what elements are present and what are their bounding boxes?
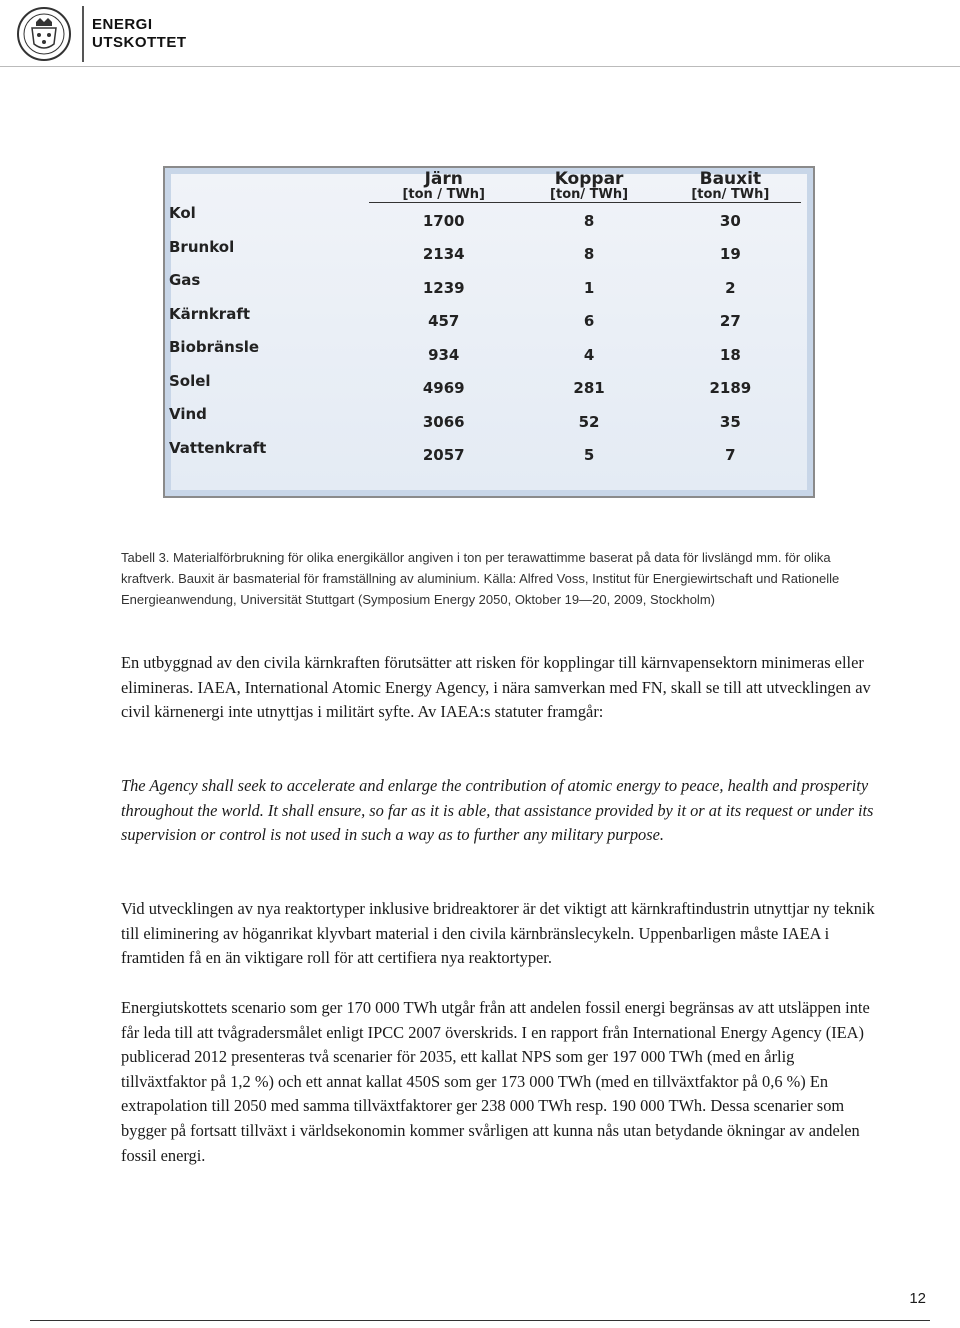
table-cell: 18	[719, 345, 741, 364]
table-cell: 2134	[422, 245, 465, 264]
table-row	[169, 405, 801, 439]
column-unit: [ton/ TWh]	[518, 188, 659, 203]
table-cell: 4	[583, 345, 595, 364]
table-cell: 2	[725, 278, 736, 297]
footer-rule	[30, 1320, 930, 1321]
org-line-1: ENERGI	[92, 16, 153, 33]
material-table-figure	[163, 166, 815, 498]
page-header	[16, 2, 187, 66]
table-row	[169, 338, 801, 372]
table-cell: 30	[719, 211, 741, 230]
column-unit: [ton/ TWh]	[660, 188, 801, 203]
table-cell: 8	[583, 245, 595, 264]
paragraph-1: En utbyggnad av den civila kärnkraften förutsätter att risken för kopplingar till kärnvapensektorn minimeras eller elimineras. IAEA, International Atomic Energy Agency, i nära samverkan med FN, skall se till att utvecklingen av civil kärnenergi inte utnyttjas i militärt syfte. Av IAEA:s statuter framgår:	[121, 653, 871, 722]
header-divider	[82, 6, 84, 62]
table-header-row	[169, 170, 801, 204]
table-caption: Tabell 3. Materialförbrukning för olika energikällor angiven i ton per terawattimme baserat på data för livslängd mm. för olika kraftverk. Bauxit är basmaterial för framställning av aluminium. Källa: Alfred Voss, Institut für Energiewirtschaft und Rationelle Energieanwendung, Universität Stuttgart (Symposium Energy 2050, Oktober 19—20, 2009, Stockholm)	[121, 550, 840, 607]
table-cell: 52	[578, 412, 600, 431]
column-header	[660, 170, 801, 204]
row-label: Gas	[169, 271, 201, 289]
table-row	[169, 305, 801, 339]
table-cell: 6	[583, 312, 595, 331]
row-label: Solel	[169, 371, 211, 390]
table-cell: 8	[583, 211, 595, 230]
column-unit: [ton / TWh]	[369, 188, 518, 203]
row-label: Vattenkraft	[169, 438, 267, 457]
table-cell: 1	[583, 278, 595, 297]
quote-paragraph: The Agency shall seek to accelerate and enlarge the contribution of atomic energy to peace, health and prosperity throughout the world. It shall ensure, so far as it is able, that assistance provided by it or at its request or under its supervision or control is not used in such a way as to further any military purpose.	[121, 776, 874, 845]
column-header	[518, 170, 659, 204]
table-cell: 2189	[709, 379, 752, 398]
table-cell: 457	[428, 312, 460, 331]
organization-name	[92, 16, 187, 52]
column-header	[369, 170, 518, 204]
org-line-2: UTSKOTTET	[92, 34, 187, 51]
table-row	[169, 439, 801, 473]
table-cell: 1700	[422, 211, 465, 230]
table-cell: 2057	[422, 446, 465, 465]
table-row	[169, 271, 801, 305]
table-row	[169, 238, 801, 272]
column-name: Bauxit	[699, 169, 762, 189]
table-row	[169, 204, 801, 238]
table-cell: 35	[719, 412, 741, 431]
header-rule	[0, 66, 960, 67]
table-cell: 1239	[422, 278, 465, 297]
header-empty-cell	[169, 170, 369, 204]
material-table	[169, 170, 801, 472]
table-cell: 19	[719, 245, 741, 264]
column-name: Koppar	[554, 169, 624, 189]
page-number: 12	[909, 1290, 926, 1307]
row-label: Brunkol	[169, 237, 235, 256]
table-cell: 5	[583, 446, 595, 465]
row-label: Vind	[169, 405, 207, 423]
table-cell: 934	[428, 345, 460, 364]
table-cell: 4969	[422, 379, 465, 398]
paragraph-2: Vid utvecklingen av nya reaktortyper inklusive bridreaktorer är det viktigt att kärnkraftindustrin utnyttjar ny teknik till eliminering av höganrikat klyvbart material i den civila kärnbränslecykeln. Uppenbarligen måste IAEA i framtiden få en än viktigare roll för att certifiera nya reaktortyper.	[121, 899, 875, 968]
table-cell: 281	[573, 379, 605, 398]
table-cell: 3066	[422, 412, 465, 431]
table-cell: 27	[719, 312, 741, 331]
table-cell: 7	[725, 446, 736, 465]
row-label: Kärnkraft	[169, 304, 251, 323]
row-label: Biobränsle	[169, 338, 260, 356]
column-name: Järn	[424, 169, 463, 189]
table-row	[169, 372, 801, 406]
academy-seal-logo	[16, 4, 72, 64]
row-label: Kol	[169, 204, 196, 222]
paragraph-3: Energiutskottets scenario som ger 170 000 TWh utgår från att andelen fossil energi begränsas av att utsläppen inte får leda till att tvågradersmålet enligt IPCC 2007 överskrids. I en rapport från International Energy Agency (IEA) publicerad 2012 presenteras två scenarier för 2035, ett kallat NPS som ger 197 000 TWh (med en årlig tillväxtfaktor på 1,2 %) och ett annat kallat 450S som ger 173 000 TWh (med en tillväxtfaktor på 0,6 %) En extrapolation till 2050 med samma tillväxtfaktorer ger 238 000 TWh resp. 190 000 TWh. Dessa scenarier som bygger på fortsatt tillväxt i världsekonomin kommer svårligen att kunna nås utan betydande ökningar av andelen fossil energi.	[121, 998, 870, 1165]
